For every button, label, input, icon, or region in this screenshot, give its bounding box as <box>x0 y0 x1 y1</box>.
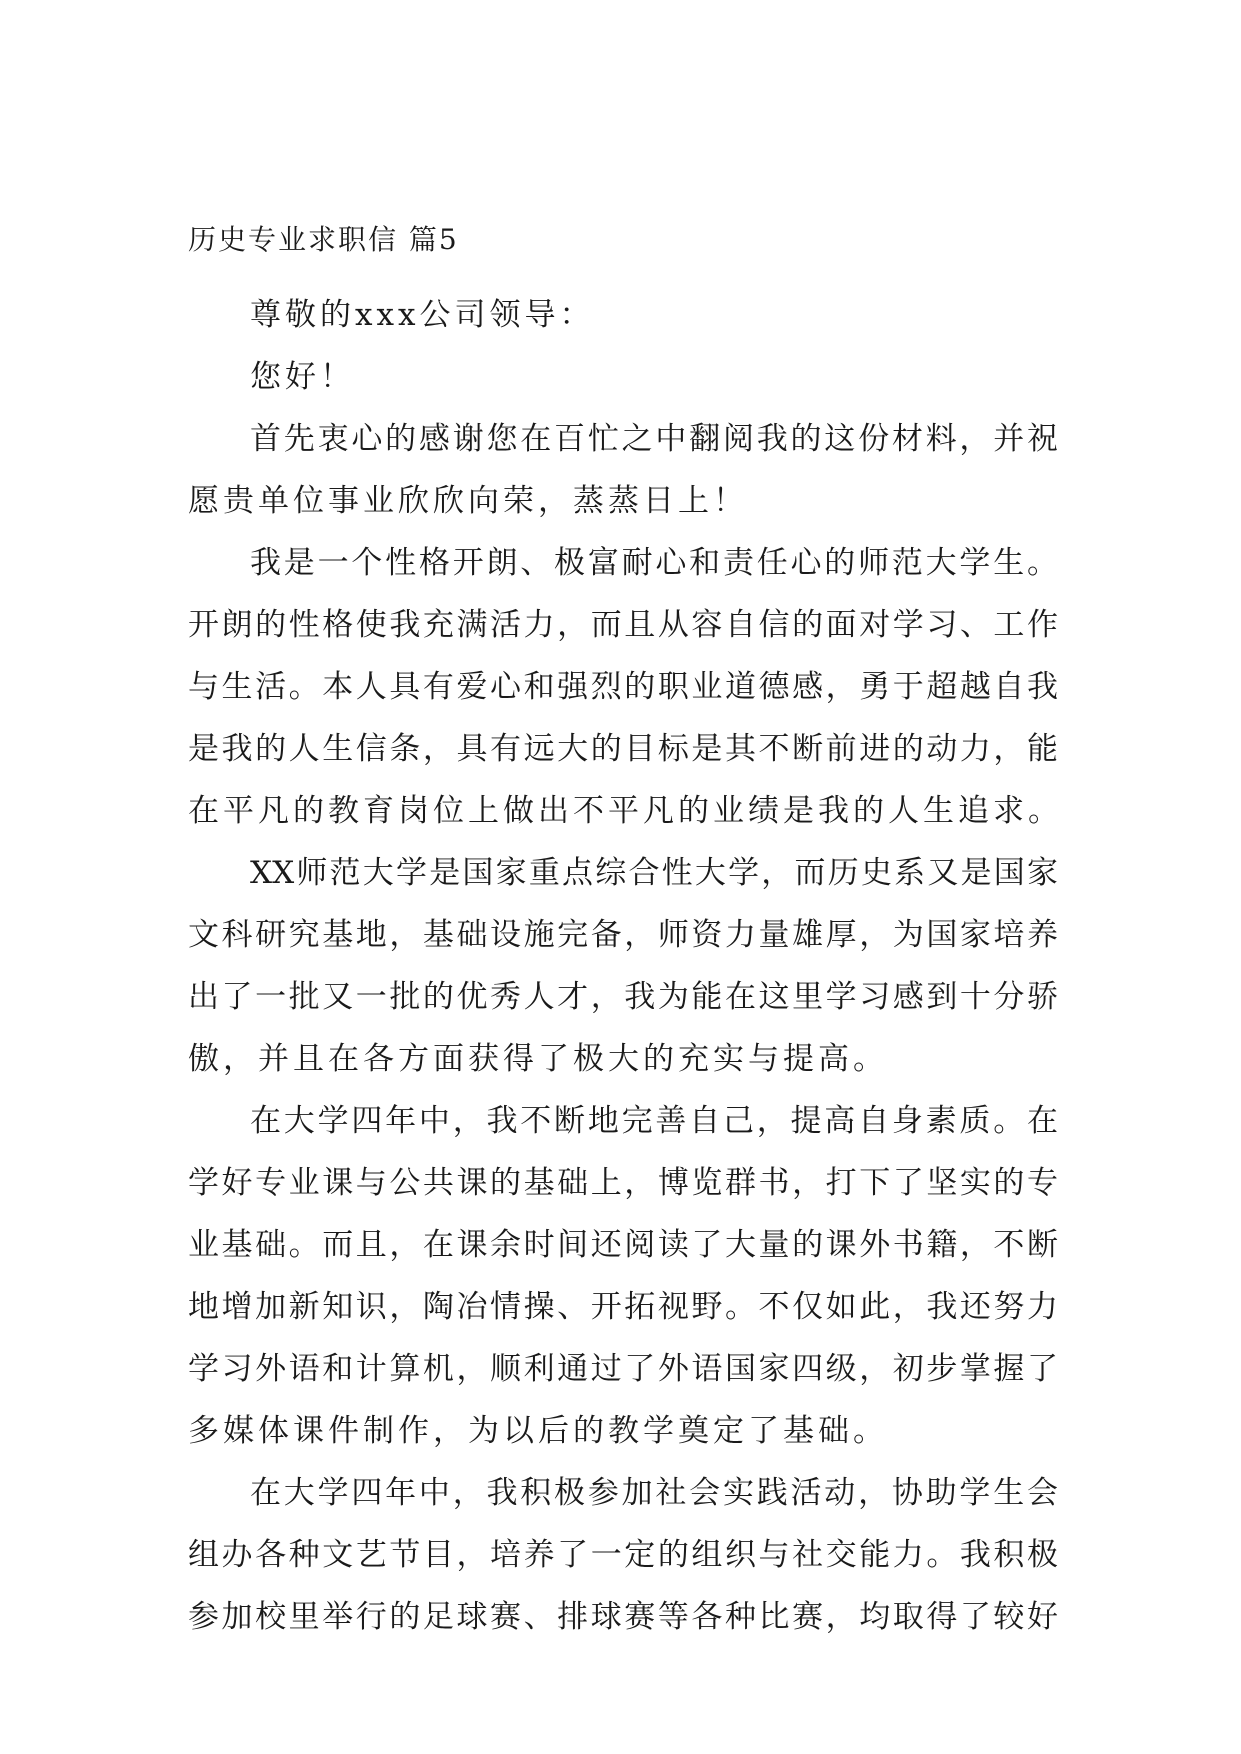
text-line: 是我的人生信条，具有远大的目标是其不断前进的动力，能 <box>188 731 1058 767</box>
text-line: 首先衷心的感谢您在百忙之中翻阅我的这份材料，并祝 <box>250 421 1058 457</box>
text-line: 多媒体课件制作，为以后的教学奠定了基础。 <box>188 1413 888 1449</box>
text-line: 在平凡的教育岗位上做出不平凡的业绩是我的人生追求。 <box>188 793 1063 829</box>
text-line: 学好专业课与公共课的基础上，博览群书，打下了坚实的专 <box>188 1165 1058 1201</box>
text-line: 开朗的性格使我充满活力，而且从容自信的面对学习、工作 <box>188 607 1058 643</box>
text-line: XX师范大学是国家重点综合性大学，而历史系又是国家 <box>250 855 1058 891</box>
document-title: 历史专业求职信 篇5 <box>188 223 459 256</box>
text-line: 在大学四年中，我积极参加社会实践活动，协助学生会 <box>250 1475 1058 1511</box>
greeting <box>188 346 1058 408</box>
salutation <box>188 284 1058 346</box>
paragraph-thanks <box>188 408 1058 532</box>
text-line: 学习外语和计算机，顺利通过了外语国家四级，初步掌握了 <box>188 1351 1058 1387</box>
paragraph-activities <box>188 1462 1058 1648</box>
text-line: 在大学四年中，我不断地完善自己，提高自身素质。在 <box>250 1103 1058 1139</box>
text-line: 出了一批又一批的优秀人才，我为能在这里学习感到十分骄 <box>188 979 1058 1015</box>
paragraph-studies <box>188 1090 1058 1462</box>
text-line: 愿贵单位事业欣欣向荣，蒸蒸日上！ <box>188 483 748 519</box>
text-line: 参加校里举行的足球赛、排球赛等各种比赛，均取得了较好 <box>188 1599 1058 1635</box>
text-line: 组办各种文艺节目，培养了一定的组织与社交能力。我积极 <box>188 1537 1058 1573</box>
text-line: 尊敬的xxx公司领导： <box>250 297 595 333</box>
text-line: 您好！ <box>250 359 355 395</box>
paragraph-university <box>188 842 1058 1090</box>
paragraph-self-introduction <box>188 532 1063 842</box>
text-line: 傲，并且在各方面获得了极大的充实与提高。 <box>188 1041 888 1077</box>
text-line: 与生活。本人具有爱心和强烈的职业道德感，勇于超越自我 <box>188 669 1058 705</box>
letter-body <box>188 284 1063 1648</box>
text-line: 业基础。而且，在课余时间还阅读了大量的课外书籍，不断 <box>188 1227 1058 1263</box>
text-line: 我是一个性格开朗、极富耐心和责任心的师范大学生。 <box>250 545 1058 581</box>
text-line: 文科研究基地，基础设施完备，师资力量雄厚，为国家培养 <box>188 917 1058 953</box>
text-line: 地增加新知识，陶冶情操、开拓视野。不仅如此，我还努力 <box>188 1289 1058 1325</box>
